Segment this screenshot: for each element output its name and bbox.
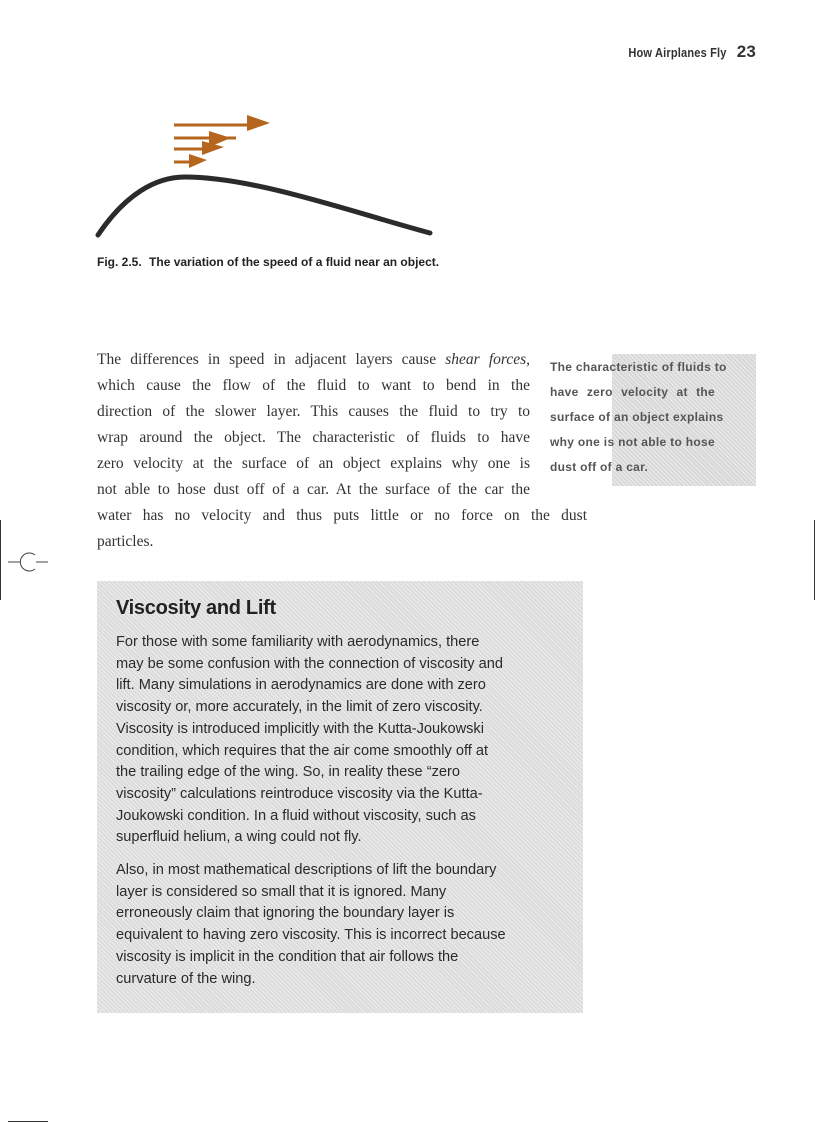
running-header: [611, 42, 756, 62]
object-surface-curve: [98, 177, 430, 235]
body-line: water has no velocity and thus puts little or no force on the dust: [97, 507, 587, 524]
box-line: superfluid helium, a wing could not fly.: [116, 829, 362, 846]
box-line: Also, in most mathematical descriptions of lift the boundary: [116, 862, 497, 878]
body-line: zero velocity at the surface of an object explains why one is: [97, 455, 530, 472]
box-line: the trailing edge of the wing. So, in reality these “zero: [116, 764, 460, 781]
page-number: 23: [736, 42, 756, 61]
box-paragraph-2: [116, 860, 566, 990]
box-line: Joukowski condition. In a fluid without viscosity, such as: [116, 807, 476, 824]
margin-note-line: surface of an object explains: [550, 410, 724, 424]
figure-caption: [97, 253, 447, 271]
box-line: layer is considered so small that it is ignored. Many: [116, 883, 447, 900]
figure-label: Fig. 2.5.: [97, 255, 142, 269]
crop-mark-right: [814, 520, 815, 600]
running-title: How Airplanes Fly: [628, 45, 727, 60]
box-line: equivalent to having zero viscosity. This is incorrect because: [116, 927, 506, 944]
box-line: condition, which requires that the air come smoothly off at: [116, 742, 489, 759]
box-line: For those with some familiarity with aerodynamics, there: [116, 634, 480, 650]
body-line: particles.: [97, 533, 154, 550]
box-line: lift. Many simulations in aerodynamics are done with zero: [116, 677, 486, 694]
figure-fluid-speed: [85, 105, 445, 250]
figure-caption-text: The variation of the speed of a fluid near an object.: [149, 255, 440, 269]
body-line: which cause the flow of the fluid to want to bend in the: [97, 377, 530, 394]
box-line: erroneously claim that ignoring the boundary layer is: [116, 905, 455, 922]
margin-note-line: The characteristic of fluids to: [550, 360, 727, 374]
body-line: direction of the slower layer. This causes the fluid to try to: [97, 403, 530, 420]
velocity-arrows: [174, 115, 270, 168]
registration-mark: [8, 550, 48, 574]
body-line: wrap around the object. The characteristic of fluids to have: [97, 429, 530, 446]
box-paragraph-1: [116, 632, 566, 849]
velocity-arrowhead-1: [247, 115, 270, 131]
margin-note: [550, 355, 727, 480]
viscosity-lift-box: [97, 581, 583, 1013]
box-line: viscosity or, more accurately, in the limit of zero viscosity.: [116, 699, 483, 716]
box-line: viscosity is implicit in the condition that air follows the: [116, 948, 459, 965]
crop-mark-left: [0, 520, 1, 600]
body-line: not able to hose dust off of a car. At the surface of the car the: [97, 481, 530, 498]
margin-note-line: dust off of a car.: [550, 460, 649, 474]
box-line: may be some confusion with the connection of viscosity and: [116, 655, 503, 672]
velocity-arrowhead-4: [189, 154, 207, 168]
box-line: Viscosity is introduced implicitly with the Kutta-Joukowski: [116, 720, 484, 737]
box-title: Viscosity and Lift: [116, 597, 276, 619]
body-paragraph: [97, 347, 587, 555]
body-line: The differences in speed in adjacent layers cause shear forces,: [97, 351, 531, 368]
crop-mark-bottom: [8, 1121, 48, 1122]
margin-note-line: why one is not able to hose: [550, 435, 715, 449]
emphasis-shear-forces: shear forces,: [445, 351, 531, 368]
box-line: curvature of the wing.: [116, 970, 256, 987]
margin-note-line: have zero velocity at the: [550, 385, 715, 399]
box-line: viscosity” calculations reintroduce viscosity via the Kutta-: [116, 785, 483, 802]
